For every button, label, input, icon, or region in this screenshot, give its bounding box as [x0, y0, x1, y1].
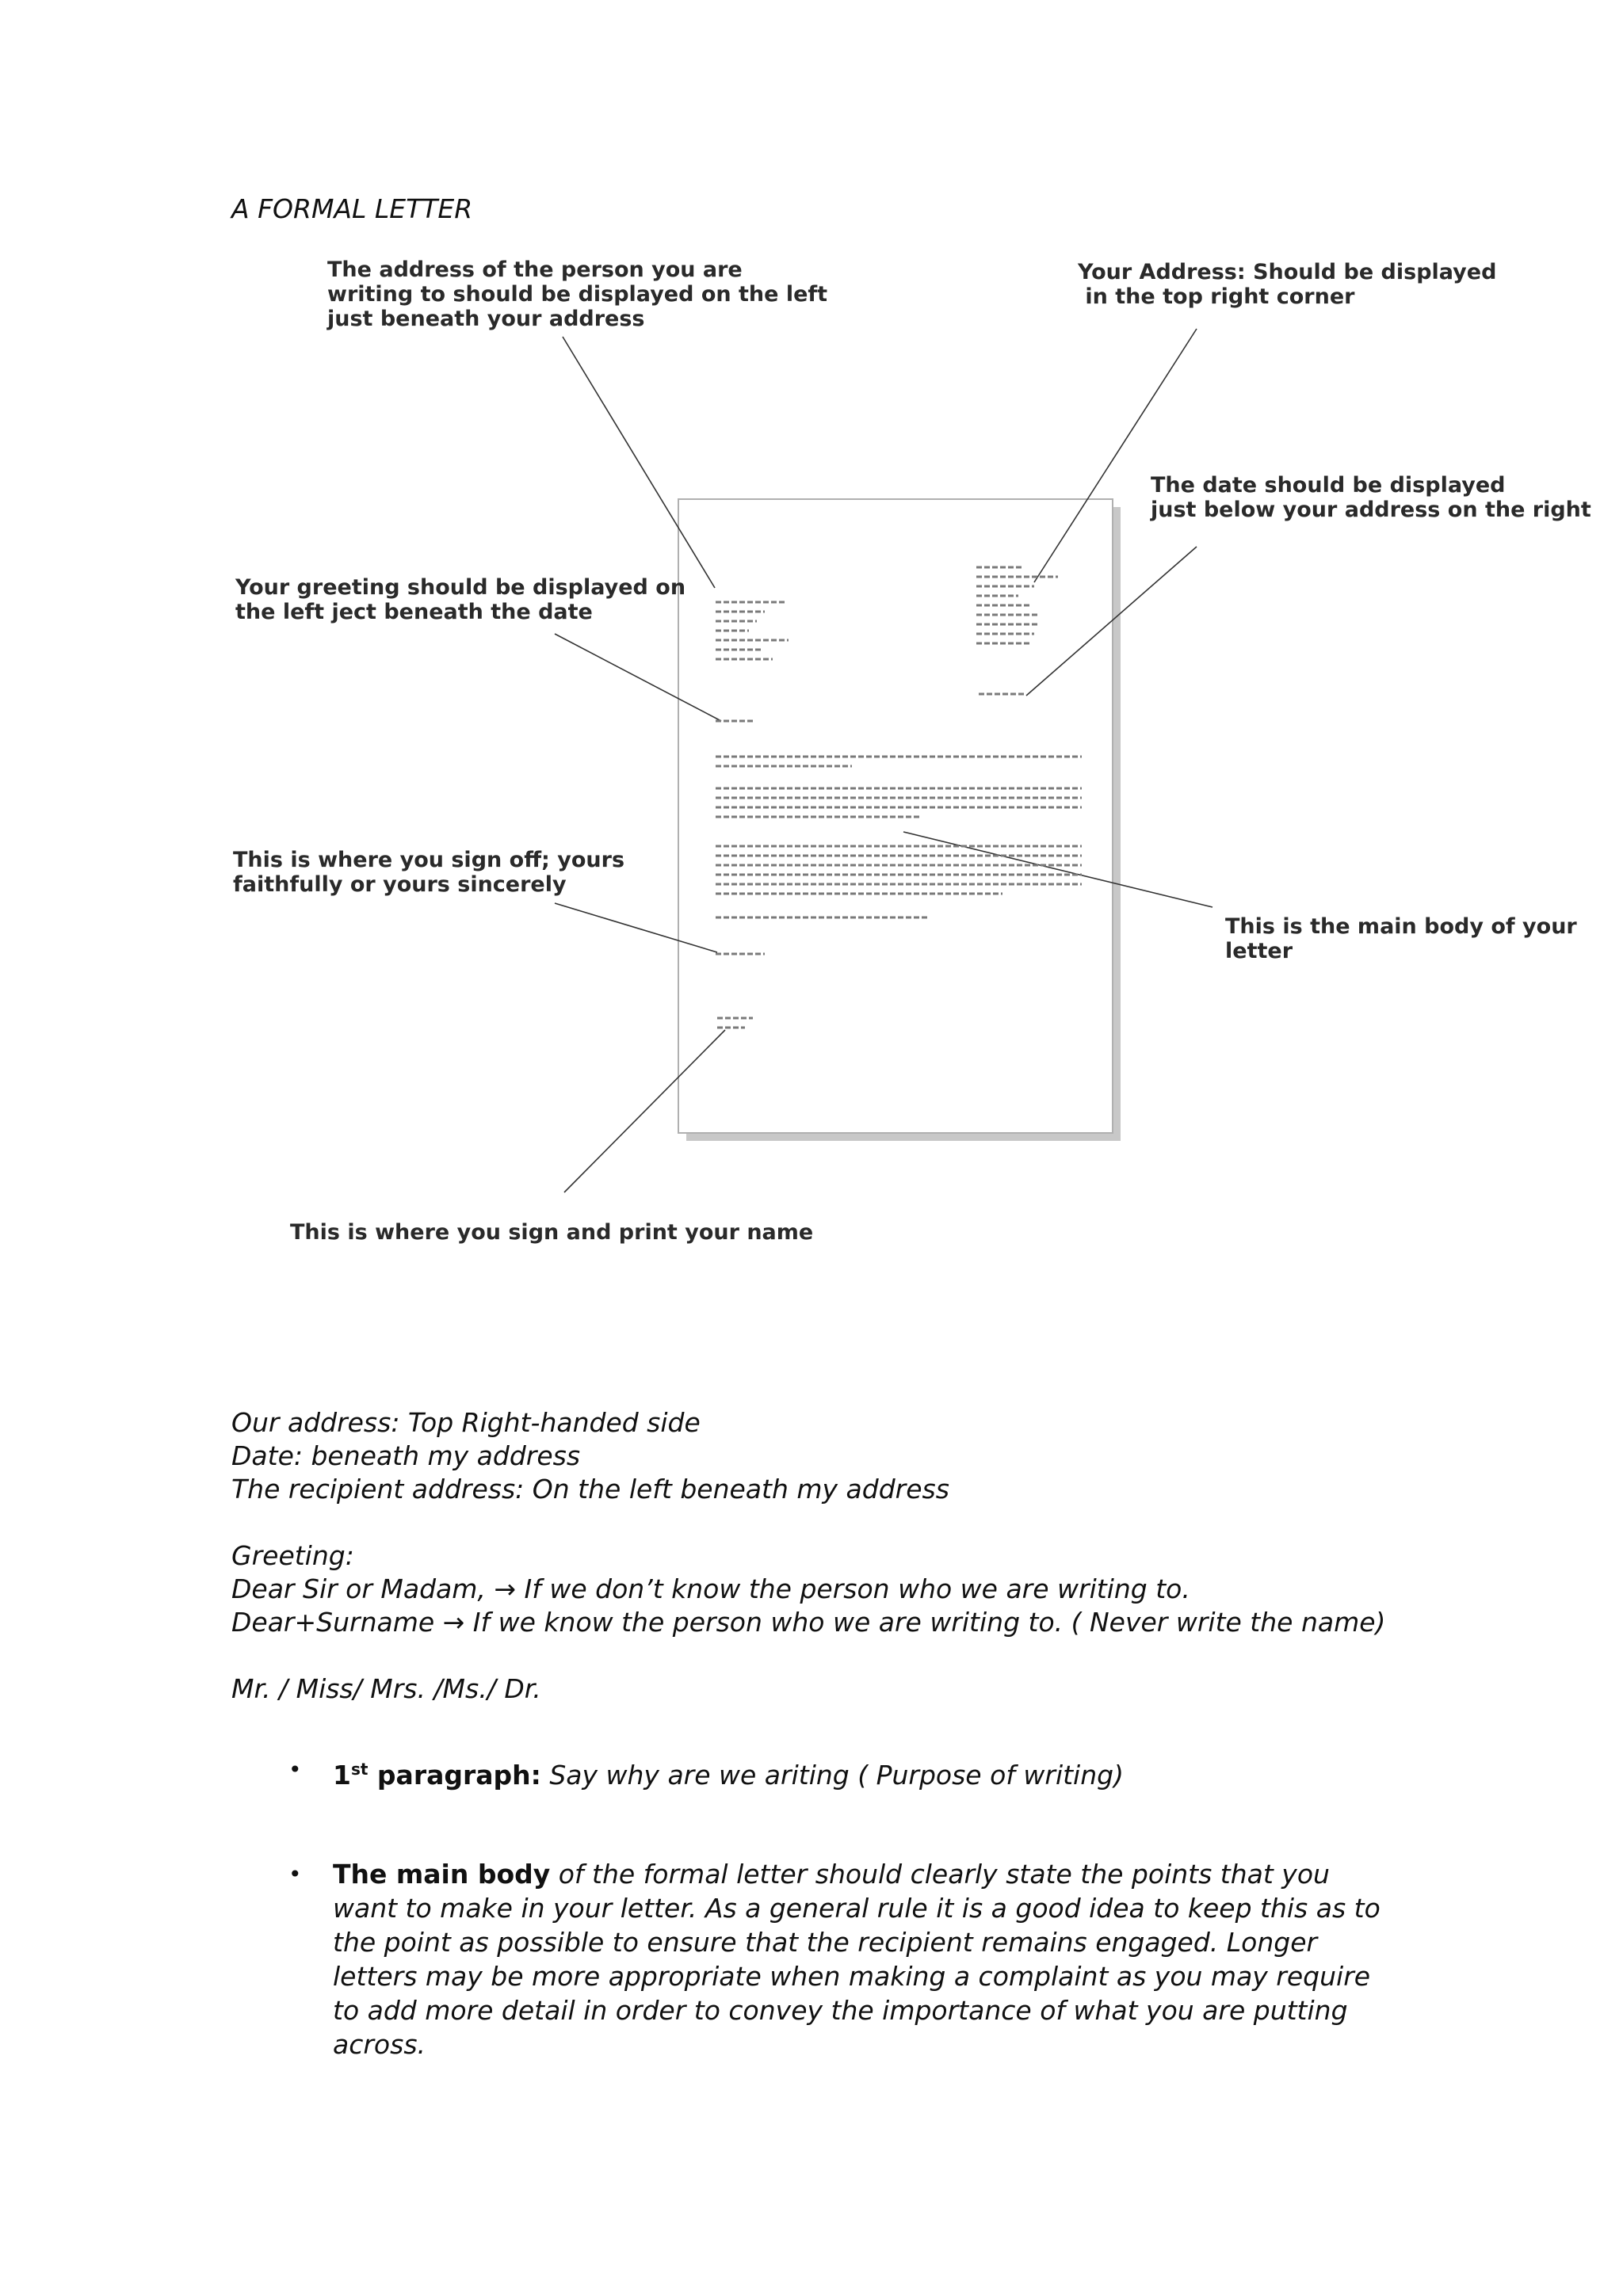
note-our-address: Our address: Top Right-handed side — [231, 1407, 701, 1438]
notes-section — [231, 1406, 1385, 1706]
note-recipient-address: The recipient address: On the left beneath my address — [231, 1474, 949, 1505]
note-greeting-heading: Greeting: — [231, 1540, 354, 1571]
bullet-first-label: 1st paragraph: — [333, 1760, 541, 1791]
bullet-main-body-text: of the formal letter should clearly state the points that you want to make in your letter. As a general rule it is a good idea to keep this as to the point as possible to ensure that the recipient remains engaged. Longer letters may be more appropriate when making a complaint as you may require to add more detail in order to convey the importance of what you are putting across. — [333, 1859, 1381, 2060]
note-date: Date: beneath my address — [231, 1440, 581, 1471]
bullet-first-text: Say why are we ariting ( Purpose of writing) — [540, 1760, 1124, 1791]
bullet-main-body-label: The main body — [333, 1859, 551, 1890]
callout-your-address: Your Address: Should be displayed in the top right corner — [1078, 260, 1497, 309]
callout-recipient-address: The address of the person you are writing to should be displayed on the left just beneath your address — [327, 257, 828, 331]
callout-signature: This is where you sign and print your name — [290, 1220, 814, 1245]
bullet-main-body — [288, 1857, 1398, 2061]
callout-greeting: Your greeting should be displayed on the left ject beneath the date — [235, 575, 686, 624]
callout-sign-off: This is where you sign off; yours faithfully or yours sincerely — [233, 848, 625, 897]
pointer-recipient-address — [563, 337, 715, 588]
note-greeting-unknown: Dear Sir or Madam, → If we don’t know the person who we are writing to. — [231, 1573, 1190, 1604]
bullet-dot: • — [288, 1756, 302, 1783]
page-title: A FORMAL LETTER — [231, 193, 473, 224]
note-greeting-known: Dear+Surname → If we know the person who we are writing to. ( Never write the name) — [231, 1607, 1386, 1638]
callout-main-body: This is the main body of your letter — [1225, 914, 1577, 963]
bullet-dot: • — [288, 1861, 302, 1887]
bullet-first-paragraph — [288, 1753, 1398, 1792]
note-titles: Mr. / Miss/ Mrs. /Ms./ Dr. — [231, 1673, 541, 1704]
callout-date: The date should be displayed just below your address on the right — [1151, 473, 1591, 522]
